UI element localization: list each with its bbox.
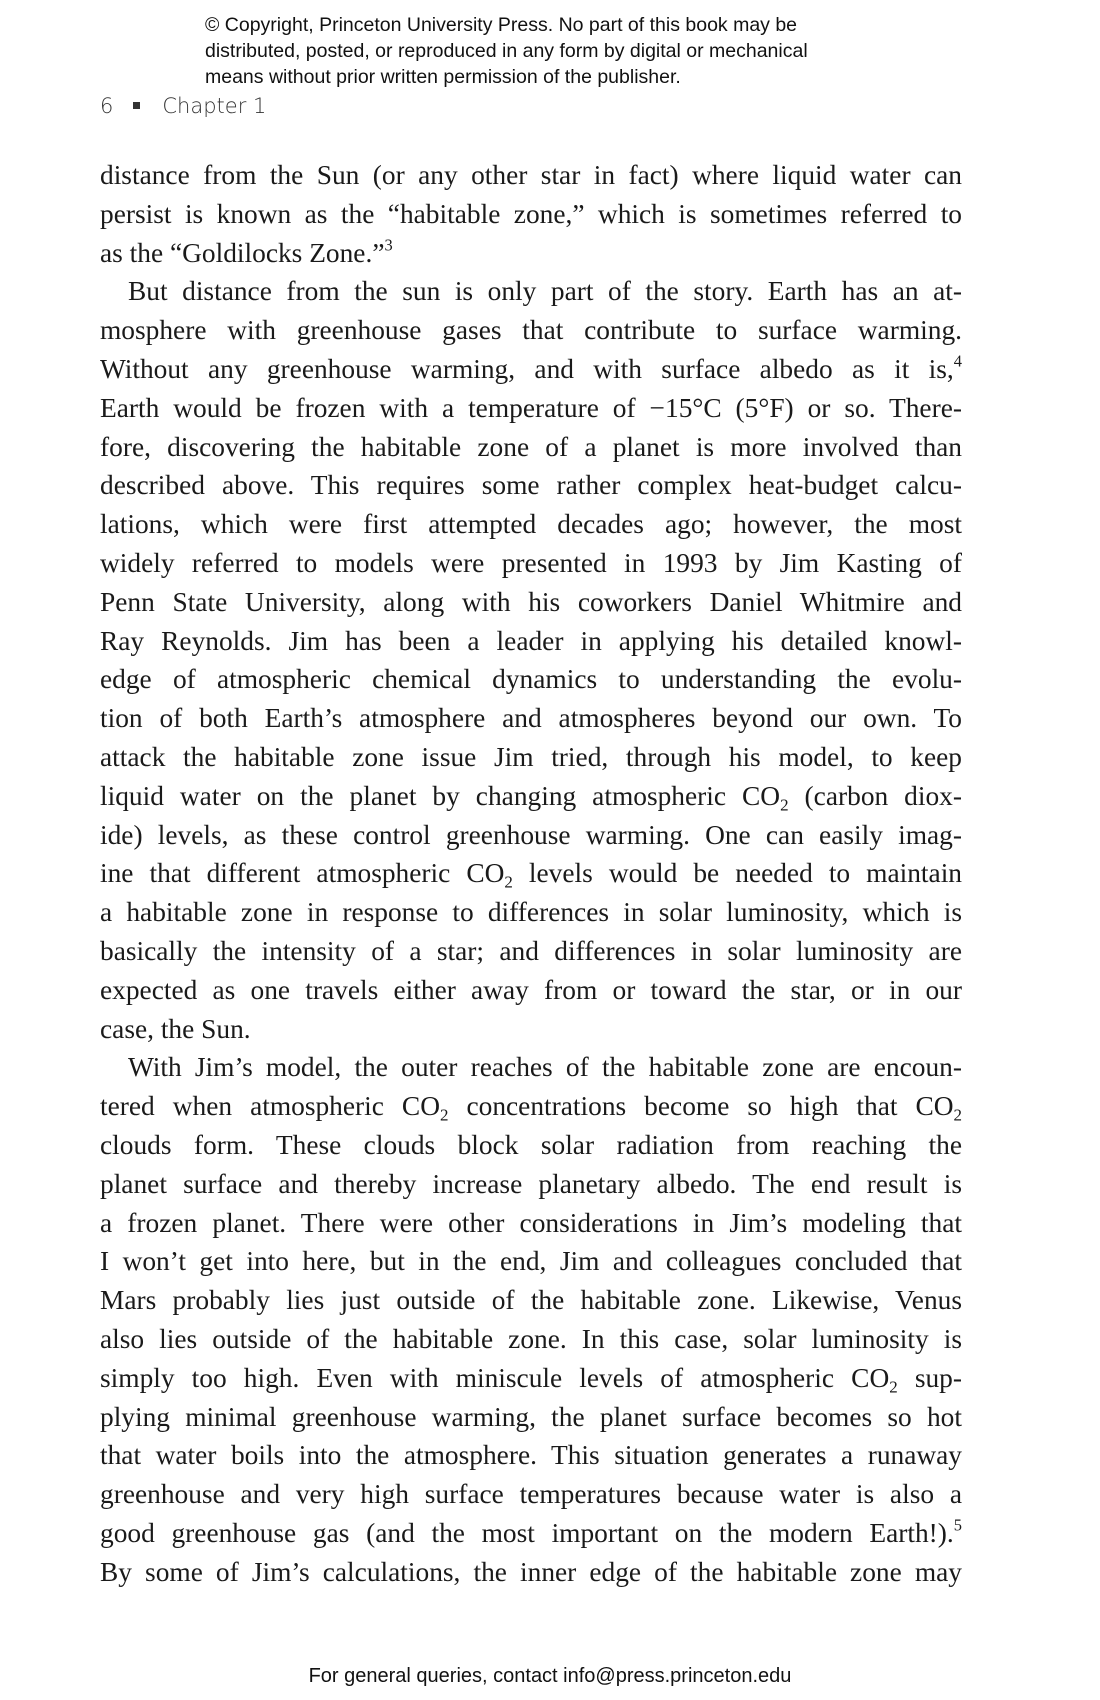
body-text bbox=[100, 156, 962, 1591]
subscript: 2 bbox=[953, 1105, 962, 1125]
subscript: 2 bbox=[780, 795, 789, 815]
text-line: By some of Jim’s calculations, the inner edge of the habitable zone may bbox=[100, 1556, 962, 1587]
text-line bbox=[100, 1359, 962, 1398]
text-line: But distance from the sun is only part of the story. Earth has an at- bbox=[128, 276, 962, 307]
text-line: distance from the Sun (or any other star in fact) where liquid water can bbox=[100, 160, 962, 190]
text-line bbox=[100, 234, 962, 273]
subscript: 2 bbox=[504, 872, 513, 892]
footnote-ref[interactable]: 3 bbox=[384, 235, 393, 255]
text-line: plying minimal greenhouse warming, the planet surface becomes so hot bbox=[100, 1401, 962, 1432]
text-line: greenhouse and very high surface temperatures because water is also a bbox=[100, 1479, 962, 1510]
text-line: fore, discovering the habitable zone of a planet is more involved than bbox=[100, 431, 962, 462]
footnote-ref[interactable]: 4 bbox=[953, 351, 962, 371]
text-line: that water boils into the atmosphere. This situation generates a runaway bbox=[100, 1440, 962, 1471]
text-line: widely referred to models were presented in 1993 by Jim Kasting of bbox=[100, 547, 962, 578]
text-line: Mars probably lies just outside of the habitable zone. Likewise, Venus bbox=[100, 1285, 962, 1316]
text-line bbox=[100, 777, 962, 816]
footnote-ref[interactable]: 5 bbox=[953, 1515, 962, 1535]
text-line bbox=[100, 350, 962, 389]
text-line: Penn State University, along with his coworkers Daniel Whitmire and bbox=[100, 586, 962, 617]
text-line: I won’t get into here, but in the end, Jim and colleagues concluded that bbox=[100, 1246, 962, 1277]
paragraph-2 bbox=[100, 272, 962, 1048]
text-line bbox=[100, 1514, 962, 1553]
text-line: With Jim’s model, the outer reaches of the habitable zone are encoun- bbox=[128, 1052, 962, 1083]
text-line: persist is known as the “habitable zone,” which is sometimes referred to bbox=[100, 198, 962, 229]
text-fragment: good greenhouse gas (and the most important on the modern Earth!). bbox=[100, 1517, 954, 1548]
text-line: Earth would be frozen with a temperature of −15°C (5°F) or so. There- bbox=[100, 392, 962, 423]
footer-contact: For general queries, contact info@press.princeton.edu bbox=[308, 1665, 792, 1687]
text-line bbox=[100, 1087, 962, 1126]
text-fragment: Without any greenhouse warming, and with surface albedo as it is, bbox=[100, 353, 954, 384]
text-line: clouds form. These clouds block solar radiation from reaching the bbox=[100, 1129, 962, 1160]
running-head bbox=[100, 94, 266, 118]
bullet-separator-icon bbox=[133, 102, 140, 109]
page-number: 6 bbox=[100, 94, 114, 118]
text-line: tion of both Earth’s atmosphere and atmospheres beyond our own. To bbox=[100, 703, 962, 734]
text-line: a frozen planet. There were other considerations in Jim’s modeling that bbox=[100, 1207, 962, 1238]
text-fragment: sup- bbox=[897, 1362, 963, 1393]
copyright-line: means without prior written permission of the publisher. bbox=[205, 66, 681, 88]
text-line: basically the intensity of a star; and differences in solar luminosity are bbox=[100, 935, 962, 966]
text-line: a habitable zone in response to differences in solar luminosity, which is bbox=[100, 897, 962, 928]
text-fragment: levels would be needed to maintain bbox=[512, 858, 962, 889]
text-line: attack the habitable zone issue Jim tried, through his model, to keep bbox=[100, 741, 962, 772]
text-line: edge of atmospheric chemical dynamics to understanding the evolu- bbox=[100, 664, 962, 695]
copyright-notice bbox=[205, 12, 925, 90]
text-line: planet surface and thereby increase planetary albedo. The end result is bbox=[100, 1168, 962, 1199]
text-line: Ray Reynolds. Jim has been a leader in applying his detailed knowl- bbox=[100, 625, 962, 656]
text-fragment: as the “Goldilocks Zone.” bbox=[100, 237, 385, 268]
text-fragment: concentrations become so high that CO bbox=[448, 1091, 954, 1122]
text-line: ide) levels, as these control greenhouse warming. One can easily imag- bbox=[100, 819, 962, 850]
text-line: expected as one travels either away from or toward the star, or in our bbox=[100, 974, 962, 1005]
text-line: mosphere with greenhouse gases that contribute to surface warming. bbox=[100, 315, 962, 346]
text-line: case, the Sun. bbox=[100, 1013, 251, 1044]
subscript: 2 bbox=[889, 1377, 898, 1397]
paragraph-1 bbox=[100, 156, 962, 272]
subscript: 2 bbox=[439, 1105, 449, 1125]
chapter-label: Chapter 1 bbox=[162, 94, 267, 118]
copyright-line: distributed, posted, or reproduced in any form by digital or mechanical bbox=[205, 40, 808, 62]
text-fragment: simply too high. Even with miniscule levels of atmospheric CO bbox=[100, 1362, 890, 1393]
text-fragment: liquid water on the planet by changing atmospheric CO bbox=[100, 780, 781, 811]
text-line: lations, which were first attempted decades ago; however, the most bbox=[100, 509, 962, 540]
text-line: also lies outside of the habitable zone. In this case, solar luminosity is bbox=[100, 1323, 962, 1354]
text-line bbox=[100, 854, 962, 893]
text-fragment: tered when atmospheric CO bbox=[100, 1091, 440, 1122]
text-fragment: (carbon diox- bbox=[788, 780, 963, 811]
text-fragment: ine that different atmospheric CO bbox=[100, 858, 505, 889]
text-line: described above. This requires some rather complex heat-budget calcu- bbox=[100, 470, 962, 501]
paragraph-3 bbox=[100, 1048, 962, 1591]
copyright-line: © Copyright, Princeton University Press. No part of this book may be bbox=[205, 14, 798, 36]
